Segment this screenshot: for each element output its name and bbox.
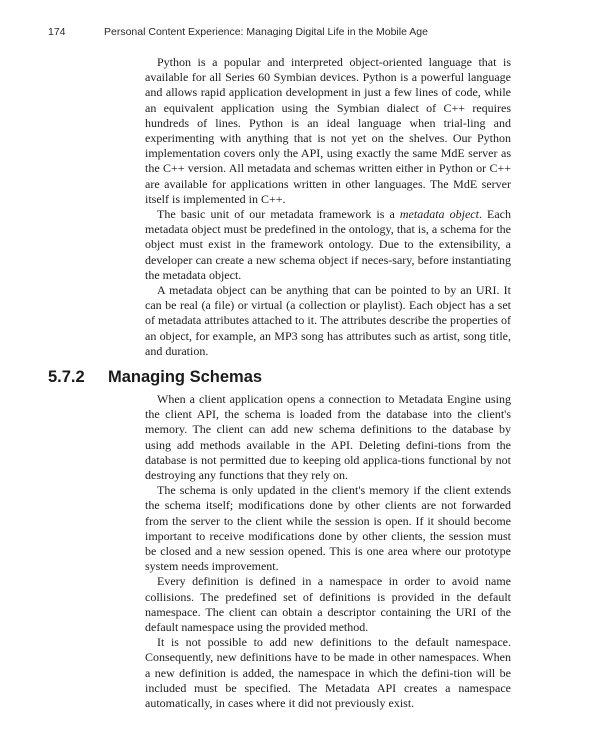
paragraph: The schema is only updated in the client's memory if the client extends the schema itself; modifications done by other clients are not forwarded from the server to the client while the session is open. If it should become important to receive modifications done by other clients, the session must be closed and a new session opened. This is one area where our prototype system needs improvement. <box>145 483 511 574</box>
paragraph: When a client application opens a connection to Metadata Engine using the client API, the schema is loaded from the database into the client's memory. The client can add new schema definitions to the database by using add methods available in the API. Deleting defini-tions from the database is not permitted due to keeping old applica-tions functional by not destroying any functions that they rely on. <box>145 392 511 483</box>
paragraph: It is not possible to add new definitions to the default namespace. Consequently, new definitions have to be made in other namespaces. When a new definition is added, the namespace in which the defini-tion will be included must be specified. The Metadata API creates a namespace automatically, in cases where it did not previously exist. <box>145 635 511 711</box>
paragraph: The basic unit of our metadata framework is a metadata object. Each metadata object must be predefined in the ontology, that is, a schema for the object must exist in the framework ontology. Due to the extensibility, a developer can create a new schema object if neces-sary, before instantiating the metadata object. <box>145 207 512 282</box>
section-heading <box>48 368 528 387</box>
section-number: 5.7.2 <box>48 368 85 386</box>
paragraph: Python is a popular and interpreted object-oriented language that is available for all Series 60 Symbian devices. Python is a powerful language and allows rapid application development in just a few lines of code, while an equivalent application using the Symbian dialect of C++ requires hundreds of lines. Python is an ideal language when trial-ling and experimenting with anything that is not yet on the shelves. Our Python implementation covers only the API, using exactly the same MdE server as the C++ version. All metadata and schemas written either in Python or C++ are available for applications written in other languages. The MdE server itself is implemented in C++. <box>145 55 511 206</box>
running-header <box>48 26 560 38</box>
page-number: 174 <box>48 26 66 38</box>
running-title: Personal Content Experience: Managing Digital Life in the Mobile Age <box>104 26 428 38</box>
body-text-section-2 <box>145 392 511 711</box>
body-text-section-1 <box>145 55 511 359</box>
emphasis: metadata object <box>399 207 479 222</box>
paragraph: Every definition is defined in a namespace in order to avoid name collisions. The predefined set of definitions is provided in the default namespace. The client can obtain a descriptor containing the URI of the default namespace using the provided method. <box>145 574 511 635</box>
section-title: Managing Schemas <box>108 368 263 386</box>
paragraph: A metadata object can be anything that can be pointed to by an URI. It can be real (a file) or virtual (a collection or playlist). Each object has a set of metadata attributes attached to it. The attributes describe the properties of an object, for example, an MP3 song has attributes such as artist, song title, and duration. <box>145 283 511 358</box>
